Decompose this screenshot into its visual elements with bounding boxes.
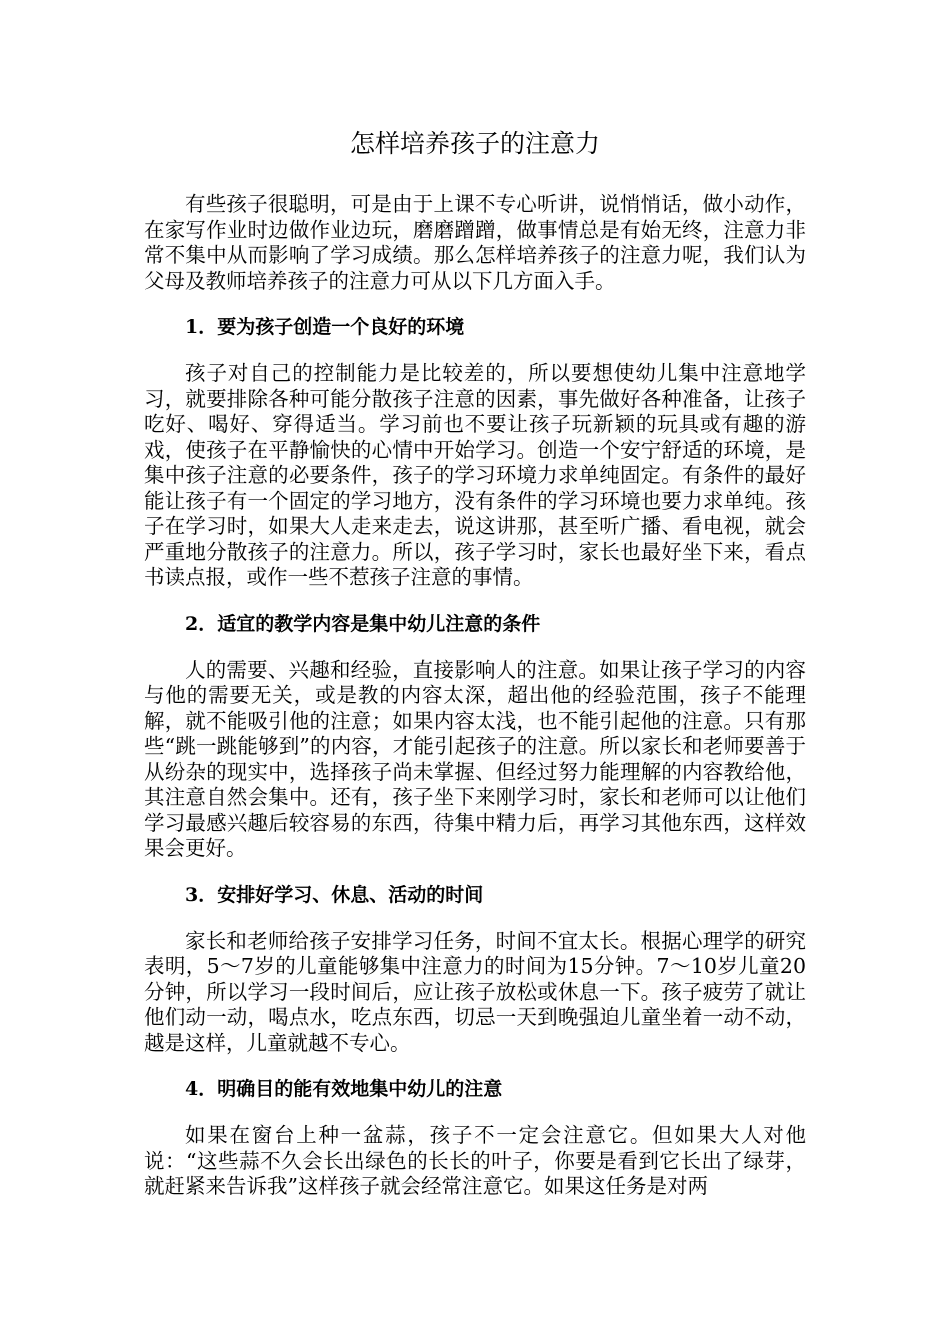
- section-4-body: 如果在窗台上种一盆蒜，孩子不一定会注意它。但如果大人对他说：“这些蒜不久会长出绿色的长长的叶子，你要是看到它长出了绿芽，就赶紧来告诉我”这样孩子就会经常注意它。如果这任务是对两: [144, 1123, 806, 1198]
- section-2-heading: 2．适宜的教学内容是集中幼儿注意的条件: [185, 612, 541, 635]
- section-2-body: 人的需要、兴趣和经验，直接影响人的注意。如果让孩子学习的内容与他的需要无关，或是教的内容太深，超出他的经验范围，孩子不能理解，就不能吸引他的注意；如果内容太浅，也不能引起他的注意。只有那些“跳一跳能够到”的内容，才能引起孩子的注意。所以家长和老师要善于从纷杂的现实中，选择孩子尚未掌握、但经过努力能理解的内容教给他，其注意自然会集中。还有，孩子坐下来刚学习时，家长和老师可以让他们学习最感兴趣后较容易的东西，待集中精力后，再学习其他东西，这样效果会更好。: [144, 657, 806, 860]
- section-3-body: 家长和老师给孩子安排学习任务，时间不宜太长。根据心理学的研究表明，5～7岁的儿童能够集中注意力的时间为15分钟。7～10岁儿童20分钟，所以学习一段时间后，应让孩子放松或休息一下。孩子疲劳了就让他们动一动，喝点水，吃点东西，切忌一天到晚强迫儿童坐着一动不动，越是这样，儿童就越不专心。: [144, 928, 806, 1055]
- intro-paragraph: 有些孩子很聪明，可是由于上课不专心听讲，说悄悄话，做小动作，在家写作业时边做作业边玩，磨磨蹭蹭，做事情总是有始无终，注意力非常不集中从而影响了学习成绩。那么怎样培养孩子的注意力呢，我们认为父母及教师培养孩子的注意力可从以下几方面入手。: [144, 192, 806, 293]
- section-4-heading: 4．明确目的能有效地集中幼儿的注意: [185, 1078, 503, 1100]
- section-1-heading: 1．要为孩子创造一个良好的环境: [185, 316, 465, 338]
- section-1-body: 孩子对自己的控制能力是比较差的，所以要想使幼儿集中注意地学习，就要排除各种可能分散孩子注意的因素，事先做好各种准备，让孩子吃好、喝好、穿得适当。学习前也不要让孩子玩新颖的玩具或有趣的游戏，使孩子在平静愉快的心情中开始学习。创造一个安宁舒适的环境，是集中孩子注意的必要条件，孩子的学习环境力求单纯固定。有条件的最好能让孩子有一个固定的学习地方，没有条件的学习环境也要力求单纯。孩子在学习时，如果大人走来走去，说这讲那，甚至听广播、看电视，就会严重地分散孩子的注意力。所以，孩子学习时，家长也最好坐下来，看点书读点报，或作一些不惹孩子注意的事情。: [144, 361, 806, 589]
- section-3-heading: 3．安排好学习、休息、活动的时间: [185, 883, 484, 906]
- document-page: [144, 126, 806, 1200]
- document-title: 怎样培养孩子的注意力: [349, 129, 600, 158]
